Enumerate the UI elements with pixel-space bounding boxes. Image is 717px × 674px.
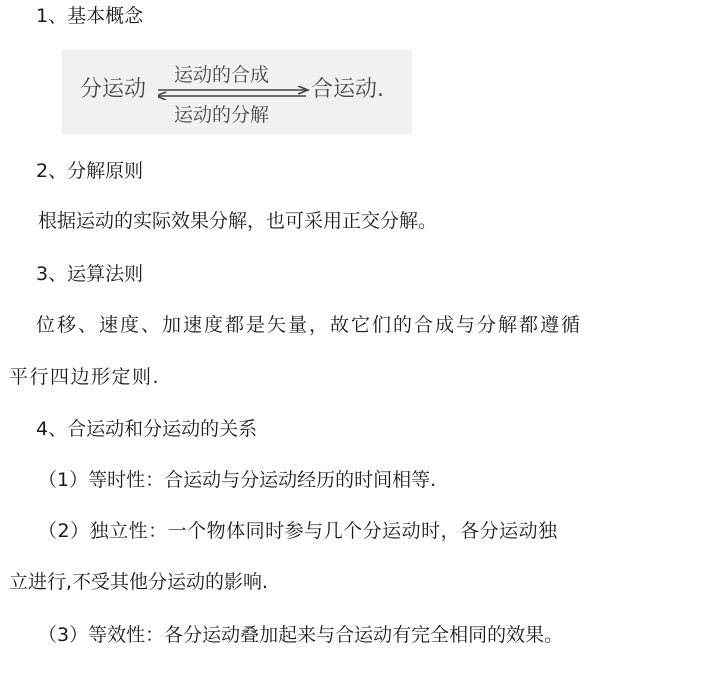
section4-item2-line1: （2）独立性：一个物体同时参与几个分运动时，各分运动独 — [38, 520, 558, 542]
section3-heading: 3、运算法则 — [36, 263, 144, 285]
formula-bottom-label: 运动的分解 — [174, 104, 270, 126]
formula-top-label: 运动的合成 — [174, 64, 270, 86]
section3-body-line2: 平行四边形定则. — [9, 366, 161, 388]
double-arrow-icon — [158, 86, 312, 100]
formula-right-term: 合运动. — [311, 77, 384, 102]
section4-item2-line2: 立进行,不受其他分运动的影响. — [9, 571, 269, 593]
section4-item3: （3）等效性：各分运动叠加起来与合运动有完全相同的效果。 — [38, 624, 564, 646]
formula-left-term: 分运动 — [80, 77, 147, 102]
section2-heading: 2、分解原则 — [36, 160, 144, 182]
formula-image — [62, 50, 412, 134]
section3-body-line1: 位移、速度、加速度都是矢量，故它们的合成与分解都遵循 — [36, 314, 583, 336]
section1-heading: 1、基本概念 — [36, 5, 144, 27]
section4-heading: 4、合运动和分运动的关系 — [36, 418, 258, 440]
section2-body: 根据运动的实际效果分解，也可采用正交分解。 — [38, 210, 438, 232]
section4-item1: （1）等时性：合运动与分运动经历的时间相等. — [38, 469, 437, 491]
